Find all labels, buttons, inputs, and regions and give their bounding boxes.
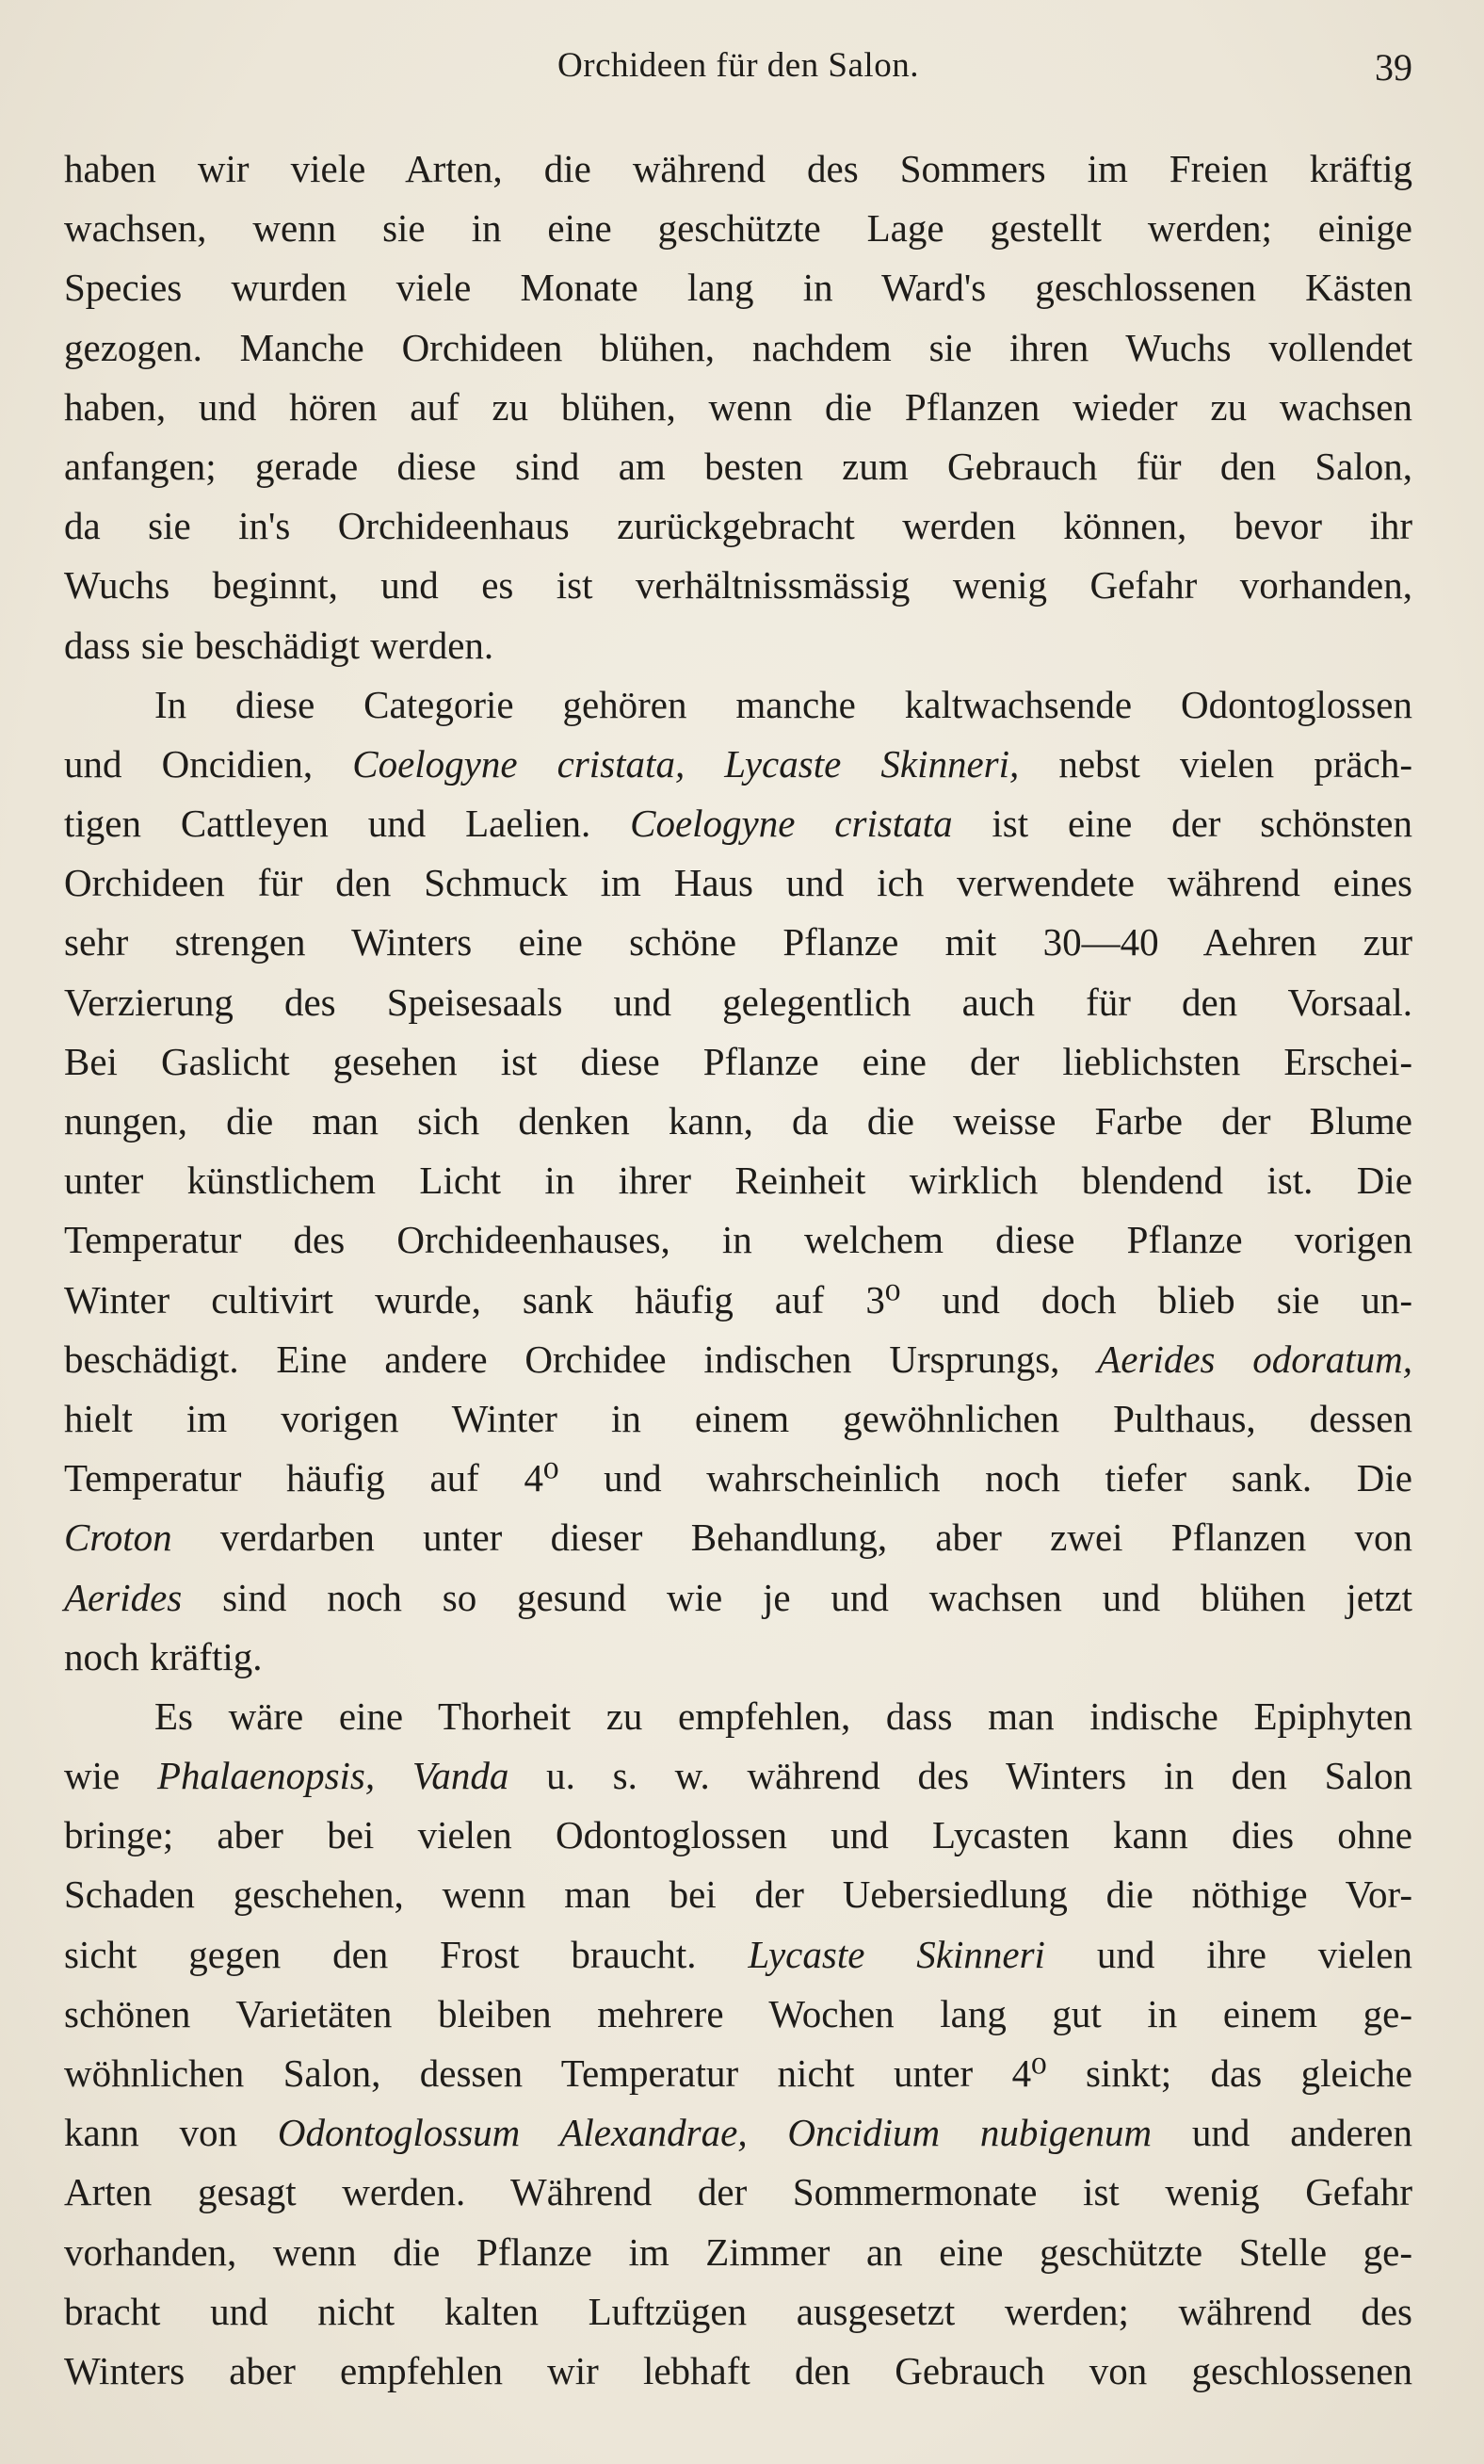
species-name: Aerides — [64, 1575, 183, 1619]
text-line: noch kräftig. — [64, 1634, 263, 1678]
text-line: haben, und hören auf zu blühen, wenn die Pflanzen wieder zu wachsen — [64, 384, 1412, 429]
text-line: Temperatur häufig auf 4⁰ und wahrscheinlich noch tiefer sank. Die — [64, 1456, 1412, 1500]
text-line: dass sie beschädigt werden. — [64, 623, 494, 667]
text-line: Aerides sind noch so gesund wie je und wachsen und blühen jetzt — [64, 1575, 1412, 1619]
text-line: sehr strengen Winters eine schöne Pflanze mit 30—40 Aehren zur — [64, 920, 1412, 965]
text-line: In diese Categorie gehören manche kaltwachsende Odontoglossen — [154, 682, 1412, 726]
species-name: Coelogyne cristata, Lycaste Skinneri, — [352, 741, 1020, 786]
running-head: Orchideen für den Salon. — [557, 46, 919, 85]
text-line: Bei Gaslicht gesehen ist diese Pflanze eine der lieblichsten Erschei- — [64, 1039, 1412, 1083]
text-line: Species wurden viele Monate lang in Ward's geschlossenen Kästen — [64, 266, 1412, 310]
text-line: Verzierung des Speisesaals und gelegentlich auch für den Vorsaal. — [64, 980, 1412, 1024]
species-name: Coelogyne cristata — [630, 802, 953, 846]
species-name: Aerides odoratum, — [1097, 1337, 1413, 1381]
text-line: wachsen, wenn sie in eine geschützte Lage gestellt werden; einige — [64, 206, 1412, 251]
text-line: Temperatur des Orchideenhauses, in welchem diese Pflanze vorigen — [64, 1218, 1412, 1262]
text-line: Wuchs beginnt, und es ist verhältnissmässig wenig Gefahr vorhanden, — [64, 563, 1412, 608]
text-line: kann von Odontoglossum Alexandrae, Oncidium nubigenum und anderen — [64, 2111, 1412, 2155]
text-line: bringe; aber bei vielen Odontoglossen und Lycasten kann dies ohne — [64, 1813, 1412, 1857]
text-line: wie Phalaenopsis, Vanda u. s. w. während des Winters in den Salon — [64, 1754, 1412, 1798]
text-line: wöhnlichen Salon, dessen Temperatur nicht unter 4⁰ sinkt; das gleiche — [64, 2051, 1412, 2095]
text-line: hielt im vorigen Winter in einem gewöhnlichen Pulthaus, dessen — [64, 1396, 1412, 1440]
text-line: und Oncidien, Coelogyne cristata, Lycaste Skinneri, nebst vielen präch- — [64, 741, 1412, 786]
text-line: unter künstlichem Licht in ihrer Reinheit wirklich blendend ist. Die — [64, 1159, 1412, 1203]
text-line: Arten gesagt werden. Während der Sommermonate ist wenig Gefahr — [64, 2170, 1412, 2214]
text-line: bracht und nicht kalten Luftzügen ausgesetzt werden; während des — [64, 2289, 1412, 2333]
text-line: anfangen; gerade diese sind am besten zum Gebrauch für den Salon, — [64, 444, 1412, 488]
text-line: Orchideen für den Schmuck im Haus und ich verwendete während eines — [64, 861, 1412, 905]
species-name: Phalaenopsis, Vanda — [156, 1754, 509, 1798]
text-line: Winter cultivirt wurde, sank häufig auf 3⁰ und doch blieb sie un- — [64, 1277, 1412, 1321]
species-name: Croton — [64, 1516, 172, 1560]
page-number: 39 — [1375, 46, 1412, 89]
text-line: gezogen. Manche Orchideen blühen, nachdem sie ihren Wuchs vollendet — [64, 325, 1412, 369]
text-line: Schaden geschehen, wenn man bei der Uebersiedlung die nöthige Vor- — [64, 1872, 1412, 1917]
text-line: da sie in's Orchideenhaus zurückgebracht werden können, bevor ihr — [64, 504, 1412, 548]
text-line: haben wir viele Arten, die während des Sommers im Freien kräftig — [64, 147, 1412, 190]
text-line: schönen Varietäten bleiben mehrere Wochen lang gut in einem ge- — [64, 1991, 1412, 2035]
body-text — [64, 139, 1412, 2401]
species-name: Odontoglossum Alexandrae, Oncidium nubigenum — [277, 2111, 1153, 2155]
text-line: vorhanden, wenn die Pflanze im Zimmer an eine geschützte Stelle ge- — [64, 2229, 1412, 2274]
text-line: Croton verdarben unter dieser Behandlung, aber zwei Pflanzen von — [64, 1516, 1412, 1560]
text-line: Winters aber empfehlen wir lebhaft den Gebrauch von geschlossenen — [64, 2348, 1412, 2392]
text-line: tigen Cattleyen und Laelien. Coelogyne cristata ist eine der schönsten — [64, 802, 1412, 846]
text-line: nungen, die man sich denken kann, da die weisse Farbe der Blume — [64, 1099, 1412, 1143]
text-line: sicht gegen den Frost braucht. Lycaste Skinneri und ihre vielen — [64, 1932, 1412, 1976]
species-name: Lycaste Skinneri — [748, 1932, 1045, 1976]
text-line: beschädigt. Eine andere Orchidee indischen Ursprungs, Aerides odoratum, — [64, 1337, 1413, 1381]
page-header — [64, 45, 1412, 102]
text-line: Es wäre eine Thorheit zu empfehlen, dass man indische Epiphyten — [154, 1694, 1412, 1738]
